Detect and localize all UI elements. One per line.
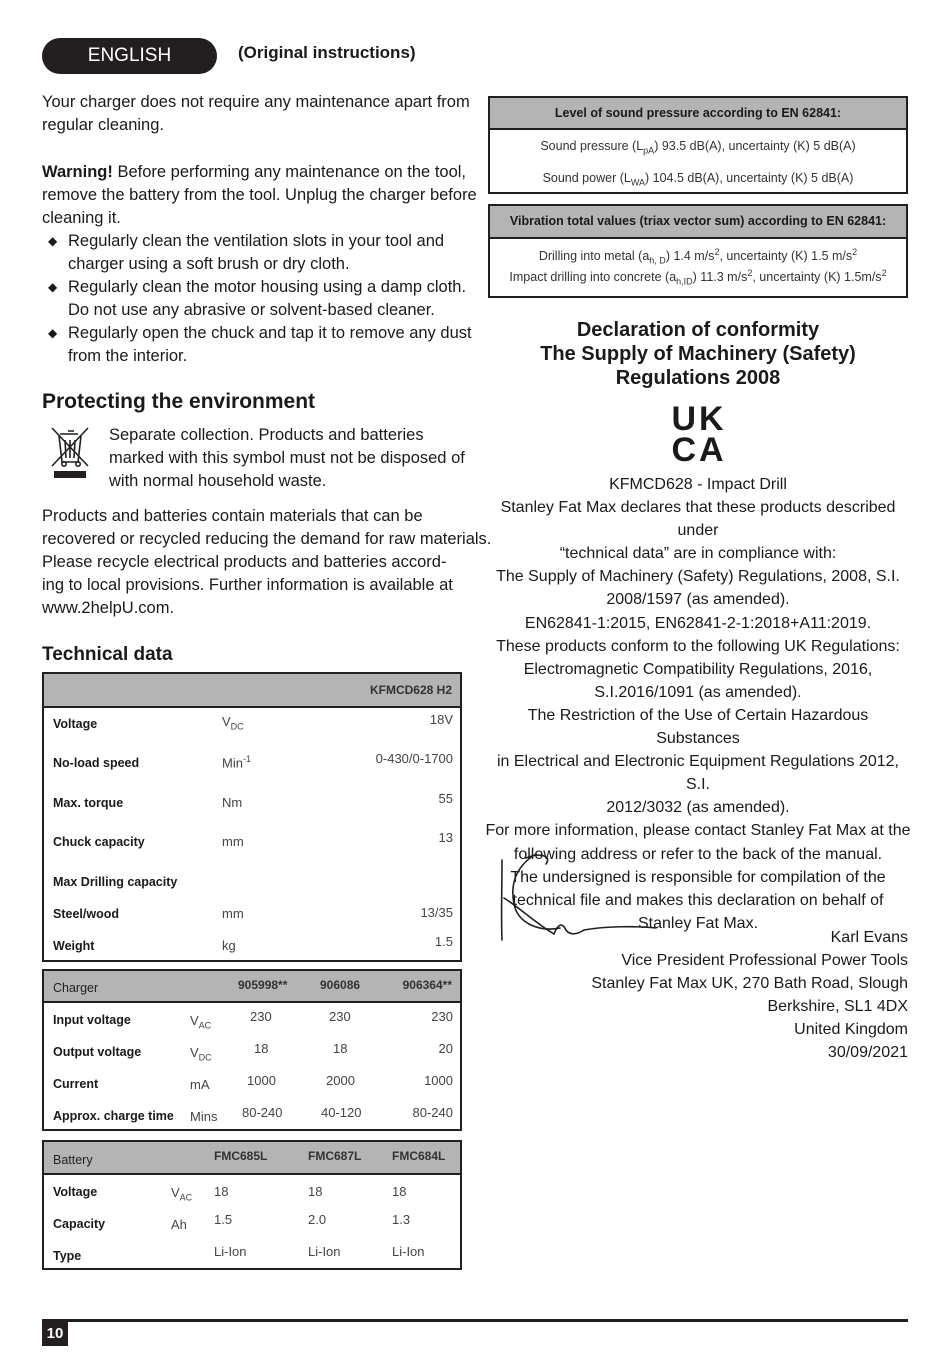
text-line: 2012/3032 (as amended). xyxy=(606,799,790,817)
recycle-text xyxy=(42,505,491,620)
model-header: FMC684L xyxy=(392,1149,446,1163)
text-line: Separate collection. Products and batteries xyxy=(109,426,424,444)
ukca-line: CA xyxy=(671,431,727,469)
address-line: United Kingdom xyxy=(794,1021,908,1039)
row-unit: Nm xyxy=(222,795,243,810)
row-value: 230 xyxy=(250,1009,272,1024)
text-line: The Restriction of the Use of Certain Hazardous Substances xyxy=(527,706,869,748)
model-header: 905998** xyxy=(238,978,288,992)
warning-label: Warning! xyxy=(42,163,113,181)
row-value: 13 xyxy=(438,830,453,845)
text-line: These products conform to the following UK Regulations: xyxy=(496,637,900,655)
model-header: 906364** xyxy=(402,978,452,992)
row-label: Input voltage xyxy=(53,1013,131,1027)
sound-header: Level of sound pressure according to EN 62841: xyxy=(490,98,906,130)
footer-rule xyxy=(42,1319,908,1322)
row-label: Approx. charge time xyxy=(53,1109,174,1123)
row-unit: Mins xyxy=(190,1109,218,1124)
signatory-title: Vice President Professional Power Tools xyxy=(621,952,908,970)
maintenance-bullet-1 xyxy=(48,230,445,276)
row-unit: kg xyxy=(222,938,236,953)
title-line: Regulations 2008 xyxy=(615,367,781,389)
sound-power-line: Sound power $(L_{WA})$ 104.5 dB(A), uncertainty (K) 5 dB(A) xyxy=(542,171,854,188)
text-line: Your charger does not require any maintenance apart from xyxy=(42,93,470,111)
environment-title: Protecting the environment xyxy=(42,390,316,413)
row-value: Li-Ion xyxy=(308,1244,341,1259)
row-unit: $V_{DC}$ xyxy=(190,1045,212,1063)
language-badge: ENGLISH xyxy=(42,38,217,74)
row-value: 20 xyxy=(438,1041,453,1056)
battery-header: Battery xyxy=(53,1153,93,1167)
text-line: S.I.2016/1091 (as amended). xyxy=(594,683,802,701)
row-label: Voltage xyxy=(53,717,98,731)
row-unit: $V_{AC}$ xyxy=(171,1185,193,1203)
row-label: Steel/wood xyxy=(53,907,119,921)
row-value: 1.5 xyxy=(214,1212,233,1227)
row-value: 18 xyxy=(392,1184,407,1199)
row-value: 1000 xyxy=(247,1073,276,1088)
row-value: 18 xyxy=(333,1041,348,1056)
text-line: marked with this symbol must not be disposed of xyxy=(109,449,465,467)
text-line: Electromagnetic Compatibility Regulations, 2016, xyxy=(523,660,873,678)
text-line: cleaning it. xyxy=(42,209,121,227)
row-value: 40-120 xyxy=(321,1105,362,1120)
text-line: Please recycle electrical products and batteries accord- xyxy=(42,553,447,571)
row-unit: Min$^{-1}$ xyxy=(222,754,251,771)
vibration-header: Vibration total values (triax vector sum) according to EN 62841: xyxy=(490,206,906,239)
model-header: 906086 xyxy=(320,978,361,992)
declaration-title xyxy=(488,318,908,390)
row-value: 18 xyxy=(308,1184,323,1199)
page-number: 10 xyxy=(42,1322,68,1346)
crossed-bin-icon xyxy=(48,424,92,480)
vibration-box xyxy=(488,204,908,298)
row-value: 230 xyxy=(329,1009,351,1024)
maintenance-bullet-3 xyxy=(48,322,472,368)
title-line: Declaration of conformity xyxy=(576,319,820,341)
row-unit: Ah xyxy=(171,1217,187,1232)
row-value: 2.0 xyxy=(308,1212,327,1227)
row-value: 2000 xyxy=(326,1073,355,1088)
maintenance-warning xyxy=(42,161,477,230)
row-value: 13/35 xyxy=(420,905,453,920)
table-header xyxy=(44,674,460,708)
row-label: Voltage xyxy=(53,1185,98,1199)
text-line: Regularly open the chuck and tap it to remove any dust xyxy=(68,324,472,342)
bullet-icon: ◆ xyxy=(48,234,58,248)
maintenance-intro xyxy=(42,91,470,137)
row-unit: mm xyxy=(222,906,244,921)
text-line: from the interior. xyxy=(68,347,188,365)
table-header xyxy=(44,971,460,1003)
separate-collection-text xyxy=(109,424,465,493)
bullet-icon: ◆ xyxy=(48,326,58,340)
row-label: No-load speed xyxy=(53,756,140,770)
title-line: The Supply of Machinery (Safety) xyxy=(540,343,856,365)
sound-pressure-line: Sound pressure $(L_{pA})$ 93.5 dB(A), uncertainty (K) 5 dB(A) xyxy=(540,139,856,156)
vibration-drilling-line: Drilling into metal $(a_{h, D})$ 1.4 $m/s^2$, uncertainty (K) 1.5 $m/s^2$ xyxy=(538,247,858,266)
text-line: regular cleaning. xyxy=(42,116,164,134)
text-line: 2008/1597 (as amended). xyxy=(606,591,790,609)
row-label: Max Drilling capacity xyxy=(53,875,178,889)
address-line: Berkshire, SL1 4DX xyxy=(767,998,908,1016)
row-value: 80-240 xyxy=(412,1105,453,1120)
ukca-line: UK xyxy=(671,400,727,438)
charger-header: Charger xyxy=(53,981,99,995)
text-line: For more information, please contact Stanley Fat Max at the xyxy=(485,822,911,840)
row-value: 18 xyxy=(214,1184,229,1199)
row-label: Capacity xyxy=(53,1217,106,1231)
row-value: 1000 xyxy=(424,1073,453,1088)
row-unit: $V_{AC}$ xyxy=(190,1013,212,1031)
row-value: 18V xyxy=(429,712,453,727)
row-unit: $V_{DC}$ xyxy=(222,714,244,732)
model-header: FMC687L xyxy=(308,1149,362,1163)
vibration-impact-line: Impact drilling into concrete $(a_{h,ID})$ 11.3 $m/s^2$, uncertainty (K) $1.5m/s^2$ xyxy=(509,268,887,287)
row-value: 1.3 xyxy=(392,1212,411,1227)
original-instructions-label: (Original instructions) xyxy=(238,43,416,62)
text-line: “technical data” are in compliance with: xyxy=(559,545,837,563)
text-line: KFMCD628 - Impact Drill xyxy=(609,476,787,493)
row-value: 55 xyxy=(438,791,453,806)
text-line: technical file and makes this declaration on behalf of xyxy=(512,891,884,909)
text-line: Before performing any maintenance on the tool, xyxy=(112,163,467,181)
row-label: Max. torque xyxy=(53,796,124,810)
text-line: www.2helpU.com. xyxy=(42,599,175,617)
text-line: Stanley Fat Max. xyxy=(637,914,759,932)
text-line: EN62841-1:2015, EN62841-2-1:2018+A11:2019. xyxy=(524,614,872,632)
battery-table xyxy=(42,1140,462,1270)
row-value: Li-Ion xyxy=(392,1244,425,1259)
row-value: 230 xyxy=(431,1009,453,1024)
signature-date: 30/09/2021 xyxy=(827,1044,908,1062)
row-value: Li-Ion xyxy=(214,1244,247,1259)
signatory-block xyxy=(591,926,908,1065)
charger-table xyxy=(42,969,462,1131)
address-line: Stanley Fat Max UK, 270 Bath Road, Slough xyxy=(591,975,908,993)
text-line: following address or refer to the back of the manual. xyxy=(513,845,883,863)
text-line: recovered or recycled reducing the demand for raw materials. xyxy=(42,530,492,548)
text-line: ing to local provisions. Further information is available at xyxy=(42,576,453,594)
ukca-mark-icon xyxy=(664,400,734,470)
row-label: Output voltage xyxy=(53,1045,142,1059)
row-label: Current xyxy=(53,1077,99,1091)
maintenance-bullet-2 xyxy=(48,276,467,322)
text-line: Regularly clean the motor housing using a damp cloth. xyxy=(68,278,467,296)
model-header: KFMCD628 H2 xyxy=(369,683,452,697)
text-line: Regularly clean the ventilation slots in your tool and xyxy=(68,232,445,250)
bullet-icon: ◆ xyxy=(48,280,58,294)
text-line: Do not use any abrasive or solvent-based cleaner. xyxy=(68,301,435,319)
text-line: The Supply of Machinery (Safety) Regulations, 2008, S.I. xyxy=(496,568,900,586)
signatory-name: Karl Evans xyxy=(830,929,908,946)
text-line: charger using a soft brush or dry cloth. xyxy=(68,255,350,273)
row-unit: mA xyxy=(190,1077,210,1092)
row-label: Weight xyxy=(53,939,95,953)
text-line: in Electrical and Electronic Equipment Regulations 2012, S.I. xyxy=(496,753,899,794)
model-header: FMC685L xyxy=(214,1149,268,1163)
text-line: with normal household waste. xyxy=(109,472,327,490)
technical-data-table xyxy=(42,672,462,962)
row-value: 80-240 xyxy=(242,1105,283,1120)
row-value: 18 xyxy=(254,1041,269,1056)
text-line: The undersigned is responsible for compilation of the xyxy=(510,868,886,886)
row-value: 1.5 xyxy=(434,934,453,949)
table-header xyxy=(44,1142,460,1175)
row-unit: mm xyxy=(222,834,244,849)
text-line: Products and batteries contain materials that can be xyxy=(42,507,423,525)
row-label: Chuck capacity xyxy=(53,835,145,849)
technical-data-title: Technical data xyxy=(42,644,173,665)
sound-pressure-box xyxy=(488,96,908,194)
row-label: Type xyxy=(53,1249,82,1263)
row-value: 0-430/0-1700 xyxy=(375,751,453,766)
text-line: remove the battery from the tool. Unplug the charger before xyxy=(42,186,477,204)
text-line: Stanley Fat Max declares that these products described under xyxy=(500,499,896,540)
